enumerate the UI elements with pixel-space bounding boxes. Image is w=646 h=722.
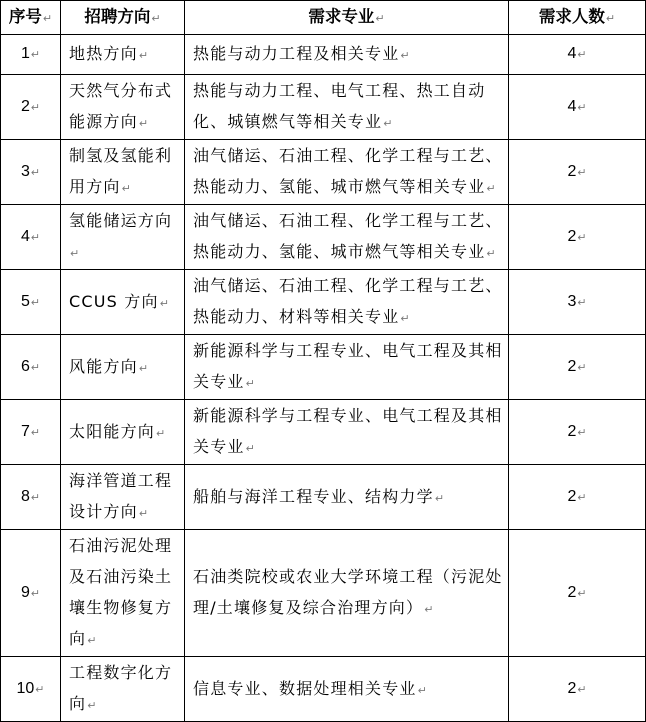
row-index: 3↵ (1, 140, 61, 205)
header-direction: 招聘方向↵ (61, 1, 185, 35)
row-count: 2↵ (509, 140, 646, 205)
table-row (1, 465, 646, 530)
table-row (1, 205, 646, 270)
row-direction: 风能方向↵ (61, 335, 185, 400)
table-row (1, 35, 646, 75)
row-index: 4↵ (1, 205, 61, 270)
row-major: 油气储运、石油工程、化学工程与工艺、热能动力、氢能、城市燃气等相关专业↵ (185, 140, 509, 205)
header-index: 序号↵ (1, 1, 61, 35)
row-count: 2↵ (509, 657, 646, 722)
table-row (1, 530, 646, 657)
row-count: 2↵ (509, 530, 646, 657)
row-count: 4↵ (509, 35, 646, 75)
row-major: 热能与动力工程、电气工程、热工自动化、城镇燃气等相关专业↵ (185, 75, 509, 140)
row-major: 信息专业、数据处理相关专业↵ (185, 657, 509, 722)
table-row (1, 335, 646, 400)
row-count: 2↵ (509, 335, 646, 400)
table-row (1, 140, 646, 205)
row-major: 油气储运、石油工程、化学工程与工艺、热能动力、氢能、城市燃气等相关专业↵ (185, 205, 509, 270)
header-major: 需求专业↵ (185, 1, 509, 35)
row-count: 2↵ (509, 205, 646, 270)
row-count: 4↵ (509, 75, 646, 140)
row-index: 8↵ (1, 465, 61, 530)
row-direction: 工程数字化方向↵ (61, 657, 185, 722)
row-major: 新能源科学与工程专业、电气工程及其相关专业↵ (185, 335, 509, 400)
row-major: 油气储运、石油工程、化学工程与工艺、热能动力、材料等相关专业↵ (185, 270, 509, 335)
row-direction: 氢能储运方向↵ (61, 205, 185, 270)
row-count: 2↵ (509, 465, 646, 530)
row-direction: 天然气分布式能源方向↵ (61, 75, 185, 140)
row-direction: 制氢及氢能利用方向↵ (61, 140, 185, 205)
row-major: 石油类院校或农业大学环境工程（污泥处理/土壤修复及综合治理方向）↵ (185, 530, 509, 657)
row-index: 9↵ (1, 530, 61, 657)
row-major: 船舶与海洋工程专业、结构力学↵ (185, 465, 509, 530)
table-row (1, 400, 646, 465)
row-count: 2↵ (509, 400, 646, 465)
header-row (1, 1, 646, 35)
row-index: 6↵ (1, 335, 61, 400)
row-index: 2↵ (1, 75, 61, 140)
row-direction: 海洋管道工程设计方向↵ (61, 465, 185, 530)
row-direction: CCUS 方向↵ (61, 270, 185, 335)
row-index: 10↵ (1, 657, 61, 722)
table-row (1, 270, 646, 335)
row-major: 热能与动力工程及相关专业↵ (185, 35, 509, 75)
row-index: 7↵ (1, 400, 61, 465)
table-row (1, 75, 646, 140)
header-count: 需求人数↵ (509, 1, 646, 35)
row-major: 新能源科学与工程专业、电气工程及其相关专业↵ (185, 400, 509, 465)
row-count: 3↵ (509, 270, 646, 335)
row-direction: 石油污泥处理及石油污染土壤生物修复方向↵ (61, 530, 185, 657)
table-row (1, 657, 646, 722)
row-direction: 地热方向↵ (61, 35, 185, 75)
row-index: 1↵ (1, 35, 61, 75)
row-index: 5↵ (1, 270, 61, 335)
row-direction: 太阳能方向↵ (61, 400, 185, 465)
